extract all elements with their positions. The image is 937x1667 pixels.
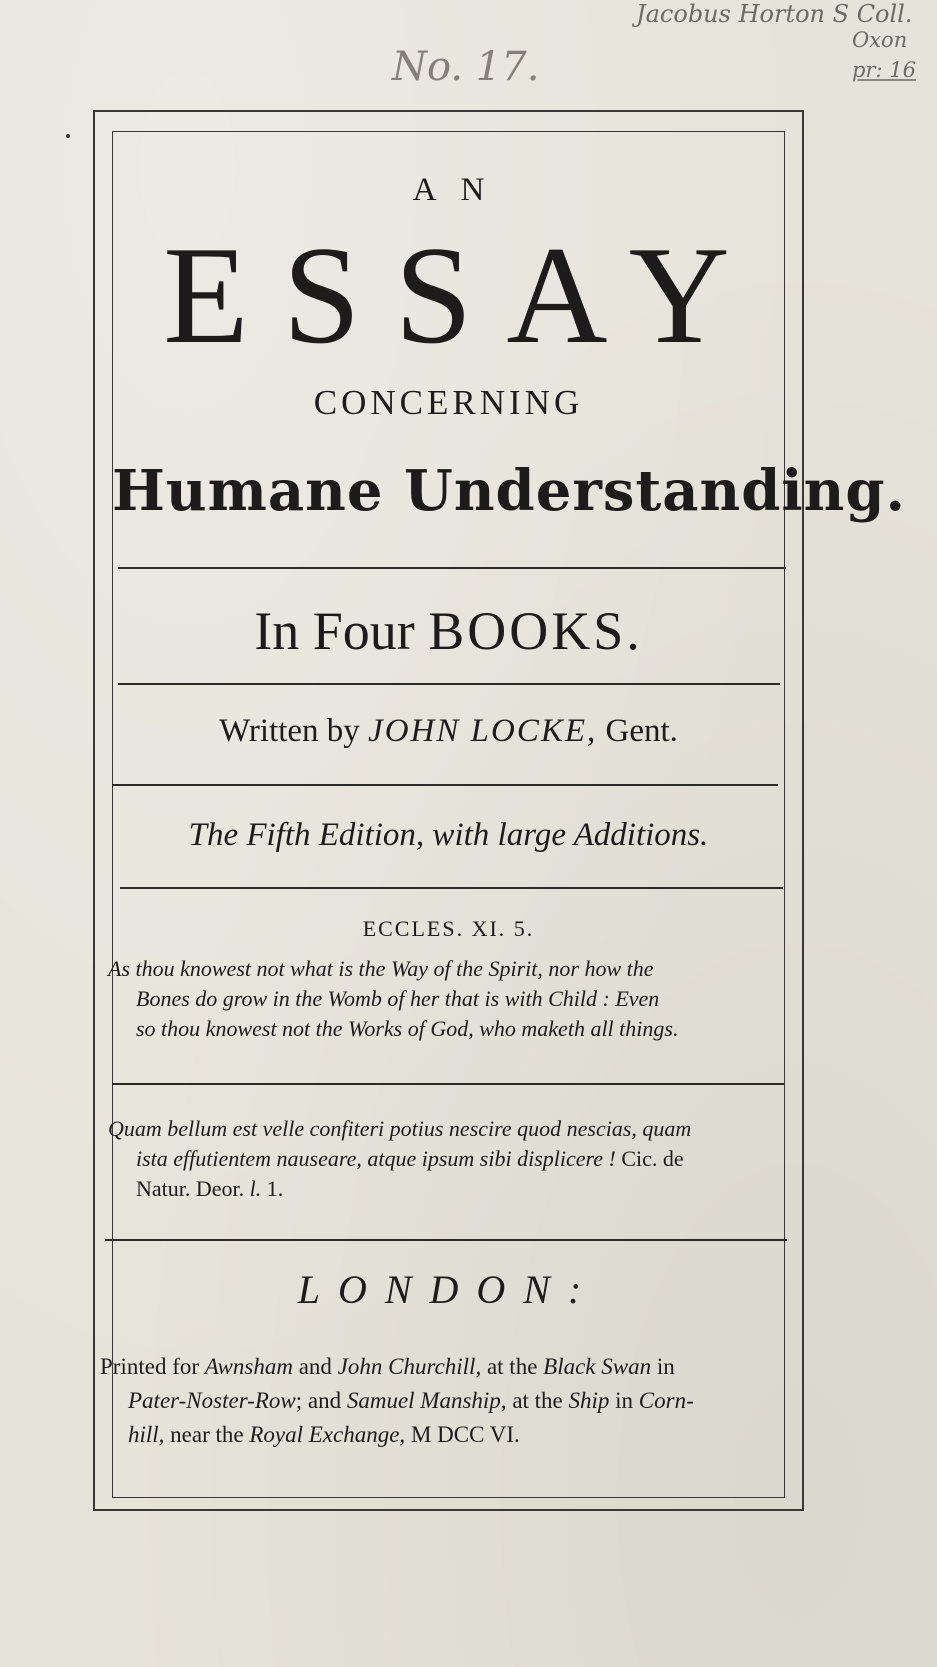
divider-rule (120, 887, 783, 889)
latin-quote (108, 1114, 798, 1204)
imprint-text: Printed for (100, 1354, 200, 1379)
imprint-name: John Churchill, (337, 1354, 482, 1379)
imprint-line (100, 1418, 800, 1452)
imprint-text: at the (486, 1354, 538, 1379)
handwritten-owner-inscription: Jacobus Horton S Coll. (636, 0, 913, 28)
imprint-text: ; and (295, 1388, 342, 1413)
divider-rule (105, 1239, 787, 1241)
author-line (112, 713, 785, 750)
divider-rule (112, 1083, 784, 1085)
imprint-text: near the (170, 1422, 244, 1447)
author-name: JOHN LOCKE, (368, 713, 598, 749)
scripture-reference: ECCLES. XI. 5. (362, 916, 535, 941)
scripture-line: Bones do grow in the Womb of her that is with Child : Even (136, 986, 660, 1011)
imprint-line (100, 1384, 800, 1418)
imprint-text: and (298, 1354, 332, 1379)
imprint-name: Corn- (638, 1388, 694, 1413)
latin-citation: l. (249, 1176, 262, 1201)
handwritten-shelfmark: pr: 16 (852, 58, 916, 82)
divider-rule (112, 784, 778, 786)
written-prefix: Written by (219, 713, 360, 749)
imprint-name: hill, (128, 1422, 165, 1447)
edition-statement: The Fifth Edition, with large Additions. (188, 817, 709, 853)
books-prefix: In Four (254, 601, 415, 661)
handwritten-place: Oxon (852, 28, 908, 52)
divider-rule (118, 683, 780, 685)
imprint-name: Awnsham (204, 1354, 293, 1379)
ink-spot (66, 134, 70, 138)
imprint-name: Samuel Manship, (346, 1388, 507, 1413)
imprint-name: Pater-Noster-Row (128, 1388, 296, 1413)
books-word: BOOKS. (428, 601, 643, 661)
imprint-text: in (615, 1388, 634, 1413)
title-subject: Humane Understanding. (112, 458, 907, 524)
imprint-text: in (656, 1354, 675, 1379)
imprint-name: Black Swan (543, 1354, 652, 1379)
imprint-text: at the (512, 1388, 563, 1413)
scripture-line: As thou knowest not what is the Way of the Spirit, nor how the (108, 956, 654, 981)
imprint-name: Royal Exchange, (249, 1422, 406, 1447)
books-line (112, 600, 785, 662)
author-suffix: Gent. (605, 713, 678, 749)
scripture-line: so thou knowest not the Works of God, who maketh all things. (136, 1016, 679, 1041)
handwritten-number: No. 17. (392, 44, 540, 90)
title-essay: ESSAY (163, 218, 764, 373)
latin-text: ista effutientem nauseare, atque ipsum sibi displicere ! (136, 1146, 616, 1171)
latin-line (108, 1144, 798, 1174)
imprint-city: LONDON: (297, 1267, 600, 1312)
imprint-name: Ship (568, 1388, 610, 1413)
latin-citation: Natur. Deor. (136, 1176, 245, 1201)
latin-line (108, 1174, 798, 1204)
imprint (100, 1350, 800, 1452)
latin-citation: Cic. de (621, 1146, 684, 1171)
title-concerning: CONCERNING (313, 383, 584, 422)
imprint-line (100, 1350, 800, 1384)
scripture-quote (108, 954, 798, 1044)
latin-citation: 1. (266, 1176, 284, 1201)
divider-rule (118, 567, 786, 569)
imprint-year: M DCC VI. (410, 1422, 520, 1447)
latin-line: Quam bellum est velle confiteri potius nescire quod nescias, quam (108, 1116, 692, 1141)
title-an: AN (412, 172, 509, 208)
